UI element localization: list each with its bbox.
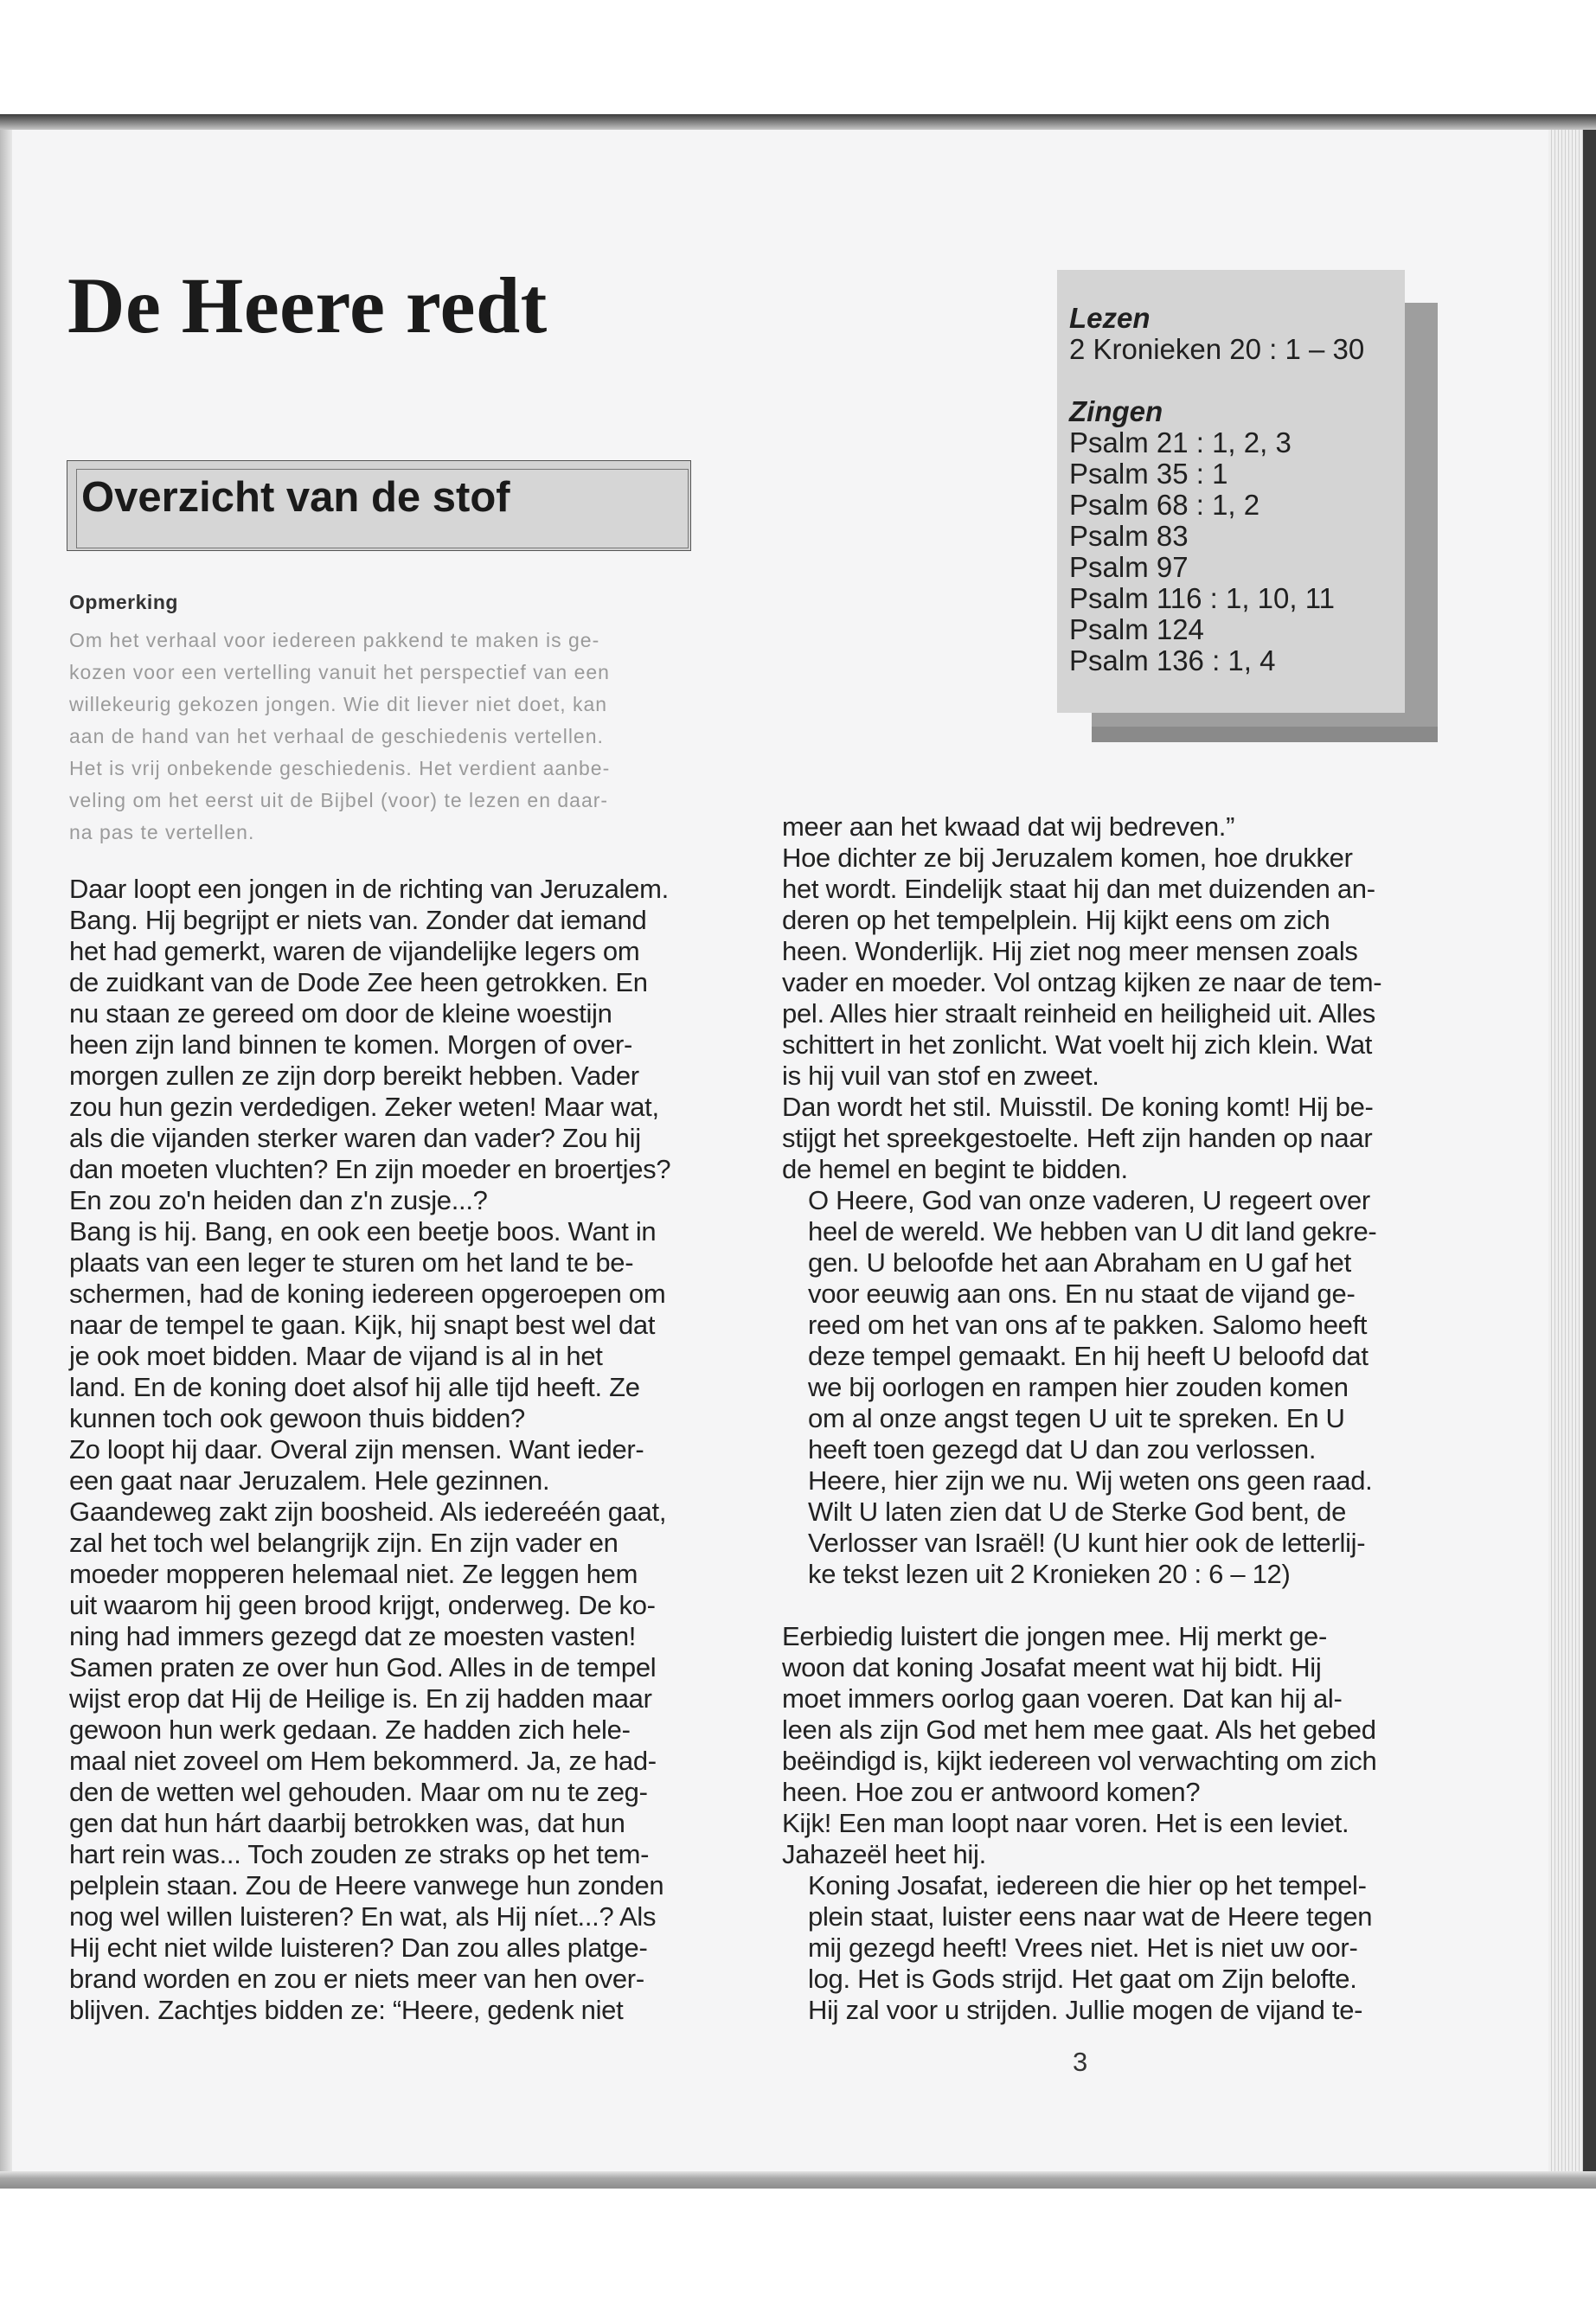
song-item: Psalm 83 [1069,520,1189,552]
page-stack-edge [1548,130,1583,2180]
overview-heading: Overzicht van de stof [81,474,510,521]
text-line: plaats van een leger te sturen om het land te be- [69,1247,634,1278]
text-line: Zo loopt hij daar. Overal zijn mensen. Want ieder- [69,1434,644,1465]
page-title: De Heere redt [67,261,548,349]
prayer-line: voor eeuwig aan ons. En nu staat de vijand ge- [808,1279,1356,1309]
text-line: moeder mopperen helemaal niet. Ze leggen hem [69,1559,638,1589]
prophecy-line: mij gezegd heeft! Vrees niet. Het is niet uw oor- [808,1932,1358,1963]
text-line: En zou zo'n heiden dan z'n zusje...? [69,1185,488,1215]
read-text: 2 Kronieken 20 : 1 – 30 [1069,333,1365,365]
note-line: Het is vrij onbekende geschiedenis. Het verdient aanbe- [69,757,611,779]
text-line: is hij vuil van stof en zweet. [782,1061,1099,1091]
text-line: morgen zullen ze zijn dorp bereikt hebben. Vader [69,1061,639,1091]
song-item: Psalm 116 : 1, 10, 11 [1069,582,1335,614]
text-line: Gaandeweg zakt zijn boosheid. Als iedereéén gaat, [69,1497,667,1527]
text-line: Eerbiedig luistert die jongen mee. Hij merkt ge- [782,1621,1328,1651]
text-line: schittert in het zonlicht. Wat voelt hij zich klein. Wat [782,1029,1373,1060]
text-line: gewoon hun werk gedaan. Ze hadden zich hele- [69,1715,631,1745]
text-line: Bang is hij. Bang, en ook een beetje boos. Want in [69,1216,657,1247]
text-line: Bang. Hij begrijpt er niets van. Zonder dat iemand [69,905,647,935]
text-line: maal niet zoveel om Hem bekommerd. Ja, ze had- [69,1746,657,1776]
text-line: naar de tempel te gaan. Kijk, hij snapt best wel dat [69,1310,656,1340]
text-line: het had gemerkt, waren de vijandelijke legers om [69,936,640,966]
note-text [69,625,692,849]
text-line: heen. Wonderlijk. Hij ziet nog meer mensen zoals [782,936,1358,966]
right-column [782,811,1405,2026]
text-line: blijven. Zachtjes bidden ze: “Heere, gedenk niet [69,1995,624,2025]
page-number: 3 [1073,2047,1088,2077]
song-item: Psalm 124 [1069,613,1204,645]
text-line: leen als zijn God met hem mee gaat. Als het gebed [782,1715,1376,1745]
read-heading: Lezen [1069,302,1151,334]
prayer-line: we bij oorlogen en rampen hier zouden komen [808,1372,1349,1402]
sidebar-content [1069,303,1364,676]
song-item: Psalm 21 : 1, 2, 3 [1069,426,1292,458]
prayer-line: Verlosser van Israël! (U kunt hier ook de letterlij- [808,1528,1366,1558]
text-line: vader en moeder. Vol ontzag kijken ze naar de tem- [782,967,1382,997]
text-line: schermen, had de koning iedereen opgeroepen om [69,1279,666,1309]
reading-sidebar [1057,270,1405,713]
book-cover-edge [1583,130,1596,2180]
text-line: gen dat hun hárt daarbij betrokken was, dat hun [69,1808,625,1838]
page-left-edge [0,130,12,2180]
prayer-line: heeft toen gezegd dat U dan zou verlossen. [808,1434,1317,1465]
prayer-line: Heere, hier zijn we nu. Wij weten ons geen raad. [808,1465,1373,1496]
text-line: pel. Alles hier straalt reinheid en heiligheid uit. Alles [782,998,1375,1029]
text-line: als die vijanden sterker waren dan vader? Zou hij [69,1123,641,1153]
note-line: Om het verhaal voor iedereen pakkend te maken is ge- [69,629,600,651]
text-line: de zuidkant van de Dode Zee heen getrokken. En [69,967,648,997]
text-line: uit waarom hij geen brood krijgt, onderweg. De ko- [69,1590,656,1620]
text-line: dan moeten vluchten? En zijn moeder en broertjes? [69,1154,671,1184]
text-line: wijst erop dat Hij de Heilige is. En zij hadden maar [69,1683,652,1714]
note-line: willekeurig gekozen jongen. Wie dit liever niet doet, kan [69,693,608,715]
text-line: heen zijn land binnen te komen. Morgen of over- [69,1029,633,1060]
text-line: kunnen toch ook gewoon thuis bidden? [69,1403,525,1433]
text-line: Dan wordt het stil. Muisstil. De koning komt! Hij be- [782,1092,1374,1122]
text-line: Hij echt niet wilde luisteren? Dan zou alles platge- [69,1932,648,1963]
song-item: Psalm 68 : 1, 2 [1069,489,1260,521]
text-line: Kijk! Een man loopt naar voren. Het is een leviet. [782,1808,1349,1838]
prophecy-line: log. Het is Gods strijd. Het gaat om Zijn belofte. [808,1964,1357,1994]
text-line: brand worden en zou er niets meer van hen over- [69,1964,644,1994]
song-item: Psalm 97 [1069,551,1189,583]
text-line: je ook moet bidden. Maar de vijand is al in het [69,1341,603,1371]
text-line: den de wetten wel gehouden. Maar om nu te zeg- [69,1777,648,1807]
overview-box [67,460,691,551]
prayer-line: deze tempel gemaakt. En hij heeft U beloofd dat [808,1341,1368,1371]
text-line: land. En de koning doet alsof hij alle tijd heeft. Ze [69,1372,640,1402]
prayer-line: Wilt U laten zien dat U de Sterke God bent, de [808,1497,1347,1527]
text-line: zal het toch wel belangrijk zijn. En zijn vader en [69,1528,619,1558]
prayer-line: om al onze angst tegen U uit te spreken. En U [808,1403,1345,1433]
text-line: Samen praten ze over hun God. Alles in de tempel [69,1652,657,1682]
prayer-line: heel de wereld. We hebben van U dit land gekre- [808,1216,1377,1247]
song-item: Psalm 35 : 1 [1069,458,1228,490]
prayer-line: O Heere, God van onze vaderen, U regeert over [808,1185,1370,1215]
prophecy-line: plein staat, luister eens naar wat de Heere tegen [808,1901,1373,1932]
text-line: moet immers oorlog gaan voeren. Dat kan hij al- [782,1683,1343,1714]
text-line: Jahazeël heet hij. [782,1839,986,1869]
text-line: ning had immers gezegd dat ze moesten vasten! [69,1621,637,1651]
text-line: stijgt het spreekgestoelte. Heft zijn handen op naar [782,1123,1373,1153]
song-item: Psalm 136 : 1, 4 [1069,644,1276,676]
note-line: veling om het eerst uit de Bijbel (voor) te lezen en daar- [69,789,609,811]
prayer-line: ke tekst lezen uit 2 Kronieken 20 : 6 – 12) [808,1559,1291,1589]
sing-heading: Zingen [1069,395,1163,427]
text-line: meer aan het kwaad dat wij bedreven.” [782,811,1235,842]
note-heading: Opmerking [69,591,178,613]
left-column [69,874,705,2026]
text-line: deren op het tempelplein. Hij kijkt eens om zich [782,905,1330,935]
note-line: na pas te vertellen. [69,821,255,843]
text-line: woon dat koning Josafat meent wat hij bidt. Hij [782,1652,1322,1682]
prayer-line: gen. U beloofde het aan Abraham en U gaf het [808,1247,1351,1278]
note-line: aan de hand van het verhaal de geschiedenis vertellen. [69,725,604,747]
sidebar-shadow-bottom [1092,727,1438,742]
prayer-line: reed om het van ons af te pakken. Salomo heeft [808,1310,1368,1340]
text-line: de hemel en begint te bidden. [782,1154,1128,1184]
text-line: beëindigd is, kijkt iedereen vol verwachting om zich [782,1746,1377,1776]
text-line: een gaat naar Jeruzalem. Hele gezinnen. [69,1465,550,1496]
text-line: het wordt. Eindelijk staat hij dan met duizenden an- [782,874,1375,904]
prophecy-line: Koning Josafat, iedereen die hier op het tempel- [808,1870,1367,1900]
prophecy-line: Hij zal voor u strijden. Jullie mogen de vijand te- [808,1995,1363,2025]
note-line: kozen voor een vertelling vanuit het perspectief van een [69,661,610,683]
text-line: Hoe dichter ze bij Jeruzalem komen, hoe drukker [782,843,1353,873]
text-line: pelplein staan. Zou de Heere vanwege hun zonden [69,1870,664,1900]
text-line: hart rein was... Toch zouden ze straks op het tem- [69,1839,650,1869]
page-bottom-shadow [0,2171,1596,2189]
text-line: nu staan ze gereed om door de kleine woestijn [69,998,612,1029]
text-line: zou hun gezin verdedigen. Zeker weten! Maar wat, [69,1092,659,1122]
text-line: nog wel willen luisteren? En wat, als Hij níet...? Als [69,1901,657,1932]
text-line: Daar loopt een jongen in de richting van Jeruzalem. [69,874,669,904]
text-line: heen. Hoe zou er antwoord komen? [782,1777,1201,1807]
